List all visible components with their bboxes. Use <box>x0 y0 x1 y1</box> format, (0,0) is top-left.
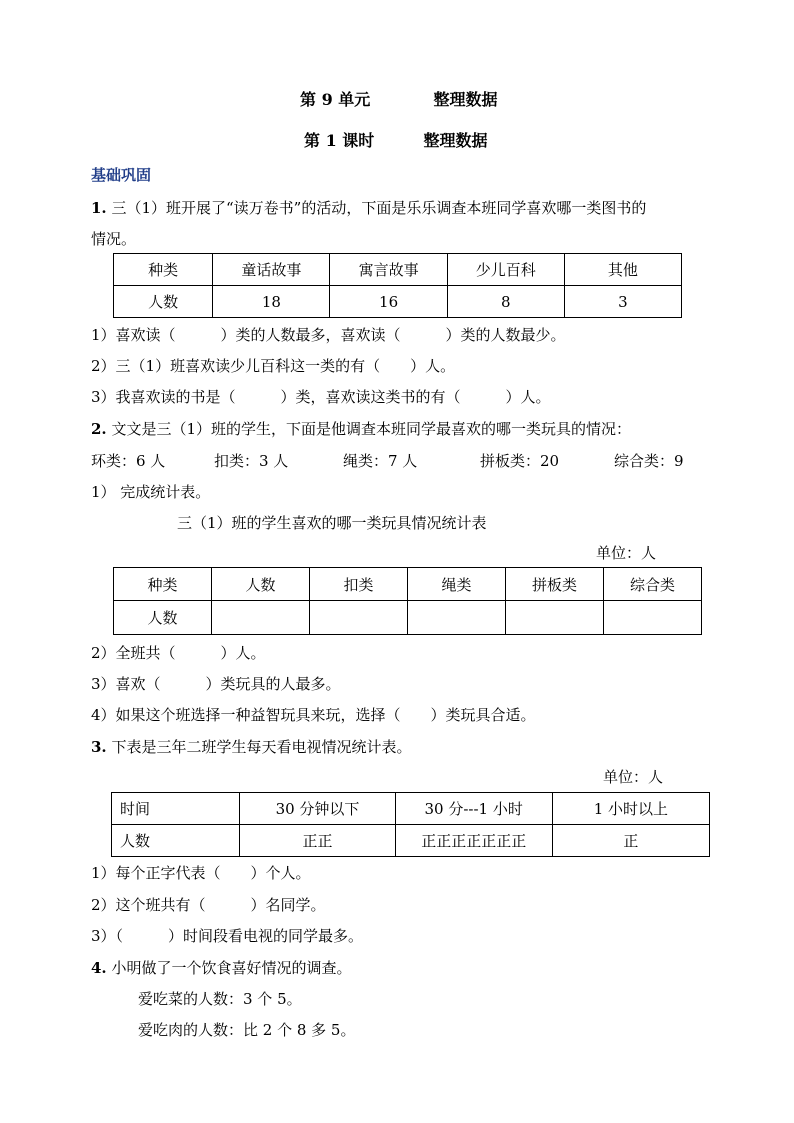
q4-text: 小明做了一个饮食喜好情况的调查。 <box>111 959 352 977</box>
q4-meat-line: 爱吃肉的人数：比 2 个 8 多 5。 <box>138 1021 356 1039</box>
table-cell: 人数 <box>114 601 212 635</box>
q1-number: 1. <box>91 199 107 217</box>
table-cell: 时间 <box>112 793 240 825</box>
table-cell: 寓言故事 <box>330 254 447 286</box>
table-cell: 少儿百科 <box>447 254 564 286</box>
table-cell: 拼板类 <box>506 568 604 601</box>
q2-number: 2. <box>91 420 107 438</box>
q3-line1 <box>91 736 411 757</box>
table-row <box>114 568 702 601</box>
table-cell: 种类 <box>114 568 212 601</box>
table-cell: 正 <box>552 825 709 857</box>
table-cell-blank <box>604 601 702 635</box>
q1-sub2: 2）三（1）班喜欢读少儿百科这一类的有（ ）人。 <box>91 357 456 375</box>
q3-number: 3. <box>91 738 107 756</box>
table-cell: 其他 <box>564 254 681 286</box>
q2-unit: 单位：人 <box>596 544 657 562</box>
q2-sub1: 1） 完成统计表。 <box>91 483 211 501</box>
table-cell-blank <box>506 601 604 635</box>
q4-line1 <box>91 957 351 978</box>
table-cell: 人数 <box>112 825 240 857</box>
unit-name: 整理数据 <box>433 90 498 109</box>
q3-unit: 单位：人 <box>603 768 664 786</box>
q3-sub1: 1）每个正字代表（ ）个人。 <box>91 864 311 882</box>
q2-count-puzzle: 拼板类：20 <box>480 452 560 470</box>
q1-sub1: 1）喜欢读（ ）类的人数最多，喜欢读（ ）类的人数最少。 <box>91 326 566 344</box>
q1-line2: 情况。 <box>91 230 137 248</box>
table-cell: 30 分钟以下 <box>240 793 395 825</box>
section-label: 基础巩固 <box>91 166 152 184</box>
lesson-number: 第 1 课时 <box>304 131 375 150</box>
q4-number: 4. <box>91 959 107 977</box>
q2-count-ring: 环类：6 人 <box>91 452 166 470</box>
table-cell: 16 <box>330 286 447 318</box>
q2-text: 文文是三（1）班的学生，下面是他调查本班同学最喜欢的哪一类玩具的情况： <box>111 420 632 438</box>
q2-line1 <box>91 418 631 439</box>
table-cell: 30 分---1 小时 <box>395 793 552 825</box>
table-row <box>112 825 710 857</box>
table-cell: 扣类 <box>310 568 408 601</box>
q3-table <box>111 792 710 857</box>
q2-table-title: 三（1）班的学生喜欢的哪一类玩具情况统计表 <box>177 514 487 532</box>
lesson-title <box>304 128 487 151</box>
q2-sub2: 2）全班共（ ）人。 <box>91 644 266 662</box>
unit-number: 第 9 单元 <box>300 90 371 109</box>
table-cell-blank <box>408 601 506 635</box>
table-cell: 正正 <box>240 825 395 857</box>
lesson-name: 整理数据 <box>423 131 488 150</box>
table-row <box>114 254 682 286</box>
table-cell: 童话故事 <box>213 254 330 286</box>
table-cell-blank <box>310 601 408 635</box>
q1-table <box>113 253 682 318</box>
q4-veg-line: 爱吃菜的人数：3 个 5。 <box>138 990 302 1008</box>
q2-count-mixed: 综合类：9 <box>614 452 684 470</box>
q3-text: 下表是三年二班学生每天看电视情况统计表。 <box>111 738 412 756</box>
q1-text: 三（1）班开展了“读万卷书”的活动，下面是乐乐调查本班同学喜欢哪一类图书的 <box>111 199 647 217</box>
table-cell: 3 <box>564 286 681 318</box>
table-row <box>112 793 710 825</box>
table-cell: 绳类 <box>408 568 506 601</box>
q2-table <box>113 567 702 635</box>
q1-sub3: 3）我喜欢读的书是（ ）类，喜欢读这类书的有（ ）人。 <box>91 388 551 406</box>
q2-count-buckle: 扣类：3 人 <box>214 452 289 470</box>
table-row <box>114 601 702 635</box>
q2-count-rope: 绳类：7 人 <box>343 452 418 470</box>
q2-sub4: 4）如果这个班选择一种益智玩具来玩，选择（ ）类玩具合适。 <box>91 706 536 724</box>
table-cell-blank <box>212 601 310 635</box>
q2-sub3: 3）喜欢（ ）类玩具的人最多。 <box>91 675 341 693</box>
q3-sub3: 3）（ ）时间段看电视的同学最多。 <box>91 927 364 945</box>
q1-line1 <box>91 197 646 218</box>
table-cell: 综合类 <box>604 568 702 601</box>
table-cell: 1 小时以上 <box>552 793 709 825</box>
table-cell: 8 <box>447 286 564 318</box>
table-cell: 人数 <box>114 286 213 318</box>
table-row <box>114 286 682 318</box>
table-cell: 18 <box>213 286 330 318</box>
unit-title <box>300 87 497 110</box>
q3-sub2: 2）这个班共有（ ）名同学。 <box>91 896 326 914</box>
table-cell: 正正正正正正正 <box>395 825 552 857</box>
table-cell: 人数 <box>212 568 310 601</box>
table-cell: 种类 <box>114 254 213 286</box>
